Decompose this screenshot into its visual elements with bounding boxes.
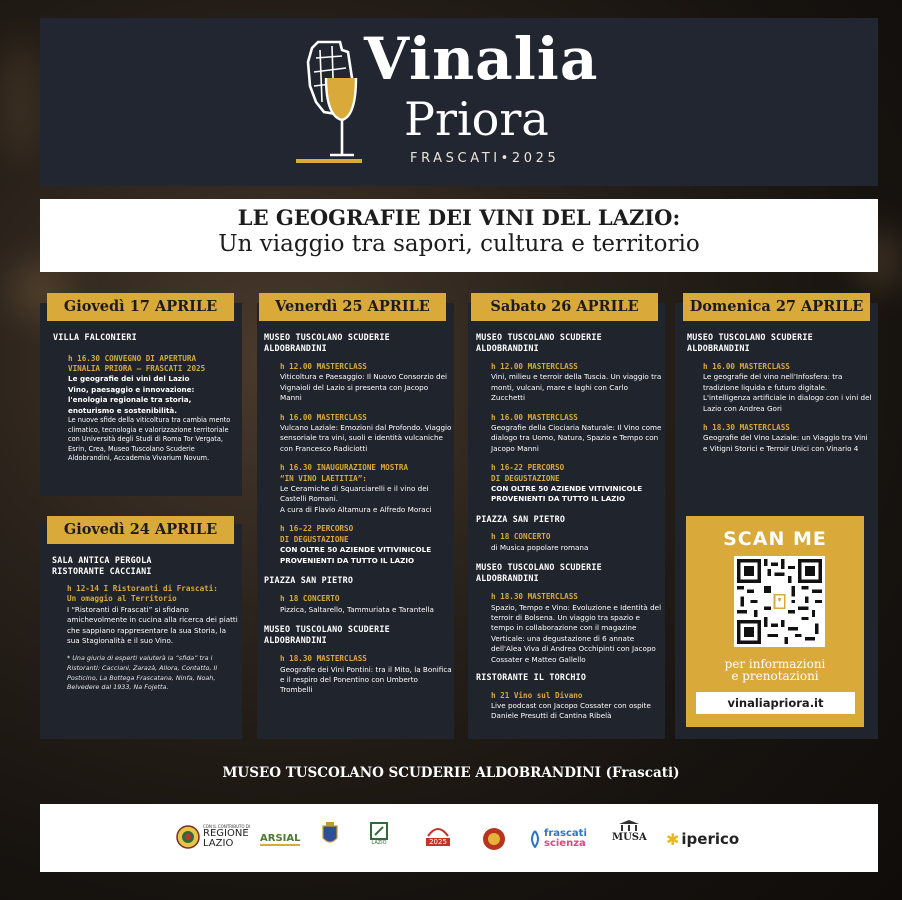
venue: MUSEO TUSCOLANO SCUDERIE bbox=[264, 624, 390, 635]
venue: ALDOBRANDINI bbox=[264, 342, 327, 353]
sponsor-frascati-scienza bbox=[528, 824, 587, 854]
website-link[interactable]: vinaliapriora.it bbox=[696, 692, 855, 714]
sponsors-bar bbox=[40, 804, 878, 872]
event-time: h 12-14 I Ristoranti di Frascati: bbox=[67, 584, 218, 593]
event-body: Geografie della Ciociaria Naturale: Il Vino come dialogo tra Uomo, Natura, Spazio e Tempo con Jacopo Manni bbox=[491, 423, 662, 453]
sponsor-2025 bbox=[426, 824, 450, 854]
venue: PIAZZA SAN PIETRO bbox=[264, 574, 354, 585]
scan-info-line2: e prenotazioni bbox=[731, 669, 819, 683]
venue: ALDOBRANDINI bbox=[476, 342, 539, 353]
iperico-flower-icon: ✱ bbox=[666, 829, 680, 849]
event-title: Un omaggio al Territorio bbox=[67, 594, 177, 604]
day-24-content bbox=[52, 555, 238, 693]
year-badge: 2025 bbox=[426, 838, 450, 846]
lazio-small-label: LAZIO bbox=[371, 840, 387, 846]
festival-emblem-icon bbox=[426, 824, 450, 838]
venue: RISTORANTE IL TORCHIO bbox=[476, 672, 587, 683]
day-26-content bbox=[476, 332, 663, 722]
event-body: CON OLTRE 50 AZIENDE VITIVINICOLE PROVENIENTI DA TUTTO IL LAZIO bbox=[491, 484, 643, 504]
venue: ALDOBRANDINI bbox=[264, 634, 327, 645]
event-body: Vulcano Laziale: Emozioni dal Profondo. Viaggio sensoriale tra vini, suoli e identità vulcaniche con Francesco Radiciotti bbox=[280, 423, 452, 453]
background-bokeh bbox=[0, 40, 40, 160]
venue: MUSEO TUSCOLANO SCUDERIE bbox=[476, 332, 602, 342]
round-emblem-icon bbox=[482, 826, 506, 852]
event-time: h 16-22 PERCORSO bbox=[491, 463, 565, 473]
day-17-content bbox=[53, 332, 239, 464]
event-time: h 18.30 MASTERCLASS bbox=[280, 654, 367, 664]
qr-code-icon[interactable] bbox=[734, 556, 825, 647]
event-title: VINALIA PRIORA – FRASCATI 2025 bbox=[68, 363, 206, 373]
event-time: h 21 Vino sul Divano bbox=[491, 690, 583, 700]
event-time: h 16.30 INAUGURAZIONE MOSTRA bbox=[280, 463, 409, 473]
sponsor-round-emblem bbox=[482, 824, 506, 854]
day-tab-17: Giovedì 17 APRILE bbox=[47, 293, 234, 321]
event-time: h 16.00 MASTERCLASS bbox=[703, 362, 790, 371]
event-body: Geografie dei Vini Pontini: tra il Mito, la Bonifica e il respiro del Ponentino con Umberto Trombelli bbox=[280, 664, 452, 695]
sponsor-comune-frascati bbox=[320, 820, 340, 850]
event-title: DI DEGUSTAZIONE bbox=[280, 534, 349, 544]
scan-me-box bbox=[686, 516, 864, 727]
scan-info-line1: per informazioni bbox=[724, 657, 826, 671]
event-body: Pizzica, Saltarello, Tammuriata e Tarantella bbox=[280, 604, 434, 614]
venue: RISTORANTE CACCIANI bbox=[52, 565, 152, 576]
theme-banner bbox=[40, 199, 878, 272]
title-priora: Priora bbox=[404, 92, 549, 146]
event-body: Live podcast con Jacopo Cossater con ospite Daniele Presutti di Cantina Ribelà bbox=[491, 700, 651, 721]
event-time: h 18 CONCERTO bbox=[280, 594, 340, 604]
wine-glass-logo-icon bbox=[296, 38, 362, 168]
event-body: A cura di Flavio Altamura e Alfredo Moraci bbox=[280, 504, 432, 514]
event-body: Le geografie del vino nell'Infosfera: tra tradizione liquida e futuro digitale. L'intelligenza artificiale in dialogo con i vini del Lazio con Andrea Gori bbox=[703, 372, 872, 413]
event-title: “IN VINO LAETITIA”: bbox=[280, 473, 367, 483]
event-body: I “Ristoranti di Frascati” si sfidano amichevolmente in cucina alla ricerca dei piatti che sappiano rappresentare la sua Storia, la sua Stagionalità e il suo Vino. bbox=[67, 604, 238, 646]
arsial-label: ARSIAL bbox=[260, 832, 301, 844]
sponsor-lazio-logo bbox=[370, 822, 388, 852]
event-body: Le nuove sfide della viticoltura tra cambia mento climatico, tecnologia e valorizzazione territoriale con Università degli Studi di Roma Tor Vergata, Esrin, Crea, Museo Tuscolano Scuderie Aldobrandini, Accademia Vivarium Novum. bbox=[68, 415, 231, 463]
venue: ALDOBRANDINI bbox=[476, 572, 539, 583]
venue: SALA ANTICA PERGOLA bbox=[52, 555, 152, 565]
iperico-label: iperico bbox=[681, 830, 740, 848]
sponsor-regione-lazio bbox=[176, 822, 250, 852]
banner-title: LE GEOGRAFIE DEI VINI DEL LAZIO: bbox=[237, 205, 681, 230]
sponsor-small-text: CON IL CONTRIBUTO DI bbox=[203, 824, 251, 829]
event-time: h 16.00 MASTERCLASS bbox=[491, 412, 578, 422]
frascati-label: frascati bbox=[544, 828, 587, 839]
sponsor-iperico bbox=[666, 824, 739, 854]
event-time: h 18.30 MASTERCLASS bbox=[703, 423, 790, 433]
event-time: h 18 CONCERTO bbox=[491, 532, 551, 542]
title-vinalia: Vinalia bbox=[364, 25, 599, 93]
musa-label: MUSA bbox=[612, 832, 647, 843]
scienza-label: scienza bbox=[544, 838, 586, 849]
scan-info bbox=[686, 658, 864, 682]
event-time: h 12.00 MASTERCLASS bbox=[280, 362, 367, 371]
title-frascati-year: FRASCATI•2025 bbox=[410, 151, 560, 166]
venue: MUSEO TUSCOLANO SCUDERIE bbox=[264, 332, 390, 342]
venue: VILLA FALCONIERI bbox=[53, 332, 137, 342]
lazio-label: LAZIO bbox=[203, 838, 234, 849]
event-desc: l'enologia regionale tra storia, bbox=[68, 395, 192, 405]
event-time: h 16-22 PERCORSO bbox=[280, 524, 354, 534]
footer-venue: MUSEO TUSCOLANO SCUDERIE ALDOBRANDINI (Frascati) bbox=[222, 765, 680, 781]
regione-label: REGIONE bbox=[203, 828, 249, 839]
event-time: h 12.00 MASTERCLASS bbox=[491, 362, 578, 371]
venue: MUSEO TUSCOLANO SCUDERIE bbox=[687, 332, 813, 342]
day-tab-26: Sabato 26 APRILE bbox=[471, 293, 658, 321]
lazio-emblem-icon bbox=[370, 822, 388, 840]
venue: MUSEO TUSCOLANO SCUDERIE bbox=[476, 562, 602, 573]
jury-note: * Una giuria di esperti valuterà la “sfida” tra i Ristoranti: Cacciani, Zarazà, Allora, Contatto, Il Posticino, La Bottega Frascatana, Ninfa, Noah, Belvedere dal 1933, Na Fojetta. bbox=[67, 654, 218, 692]
regione-lazio-emblem-icon bbox=[176, 825, 200, 849]
banner-subtitle: Un viaggio tra sapori, cultura e territorio bbox=[218, 231, 700, 257]
event-desc: Vino, paesaggio e innovazione: bbox=[68, 384, 195, 394]
event-desc: enoturismo e sostenibilità. bbox=[68, 405, 178, 415]
musa-temple-icon bbox=[617, 820, 641, 832]
event-body: Vini, milieu e terroir della Tuscia. Un viaggio tra monti, vulcani, mare e laghi con Carlo Zucchetti bbox=[491, 372, 662, 403]
coat-of-arms-icon bbox=[320, 820, 340, 850]
sponsor-arsial bbox=[260, 824, 300, 854]
day-tab-24: Giovedì 24 APRILE bbox=[47, 516, 234, 544]
day-25-content bbox=[264, 332, 452, 696]
event-body: Le Ceramiche di Squarciarelli e il vino dei Castelli Romani. bbox=[280, 484, 429, 504]
day-tab-25: Venerdì 25 APRILE bbox=[259, 293, 446, 321]
event-body: CON OLTRE 50 AZIENDE VITIVINICOLE PROVENIENTI DA TUTTO IL LAZIO bbox=[280, 545, 432, 565]
day-27-content bbox=[687, 332, 873, 454]
venue: ALDOBRANDINI bbox=[687, 342, 750, 353]
event-time: h 16.00 MASTERCLASS bbox=[280, 412, 367, 422]
event-desc: Le geografie dei vini del Lazio bbox=[68, 374, 190, 384]
event-time: h 16.30 CONVEGNO DI APERTURA bbox=[68, 353, 197, 363]
venue: PIAZZA SAN PIETRO bbox=[476, 513, 566, 524]
scan-me-title: SCAN ME bbox=[723, 528, 827, 550]
sponsor-musa bbox=[612, 820, 647, 850]
event-title: DI DEGUSTAZIONE bbox=[491, 473, 560, 483]
event-body: Geografie del Vino Laziale: un Viaggio tra Vini e Vitigni Storici e Terroir Unici con Vinario 4 bbox=[703, 433, 868, 453]
event-body: Spazio, Tempo e Vino: Evoluzione e Identità del terroir di Bolsena. Un viaggio tra spazio e tempo in collaborazione con il magazine Verticale: una degustazione di 6 annate dell'Alea Viva di Andrea Occhipinti con Jacopo Cossater e Matteo Gallello bbox=[491, 602, 662, 664]
frascati-scienza-icon bbox=[528, 830, 542, 848]
day-tab-27: Domenica 27 APRILE bbox=[683, 293, 870, 321]
event-body: Viticoltura e Paesaggio: Il Nuovo Consorzio dei Vignaioli del Lazio si presenta con Jacopo Manni bbox=[280, 372, 448, 403]
event-time: h 18.30 MASTERCLASS bbox=[491, 592, 578, 602]
event-body: di Musica popolare romana bbox=[491, 542, 589, 552]
